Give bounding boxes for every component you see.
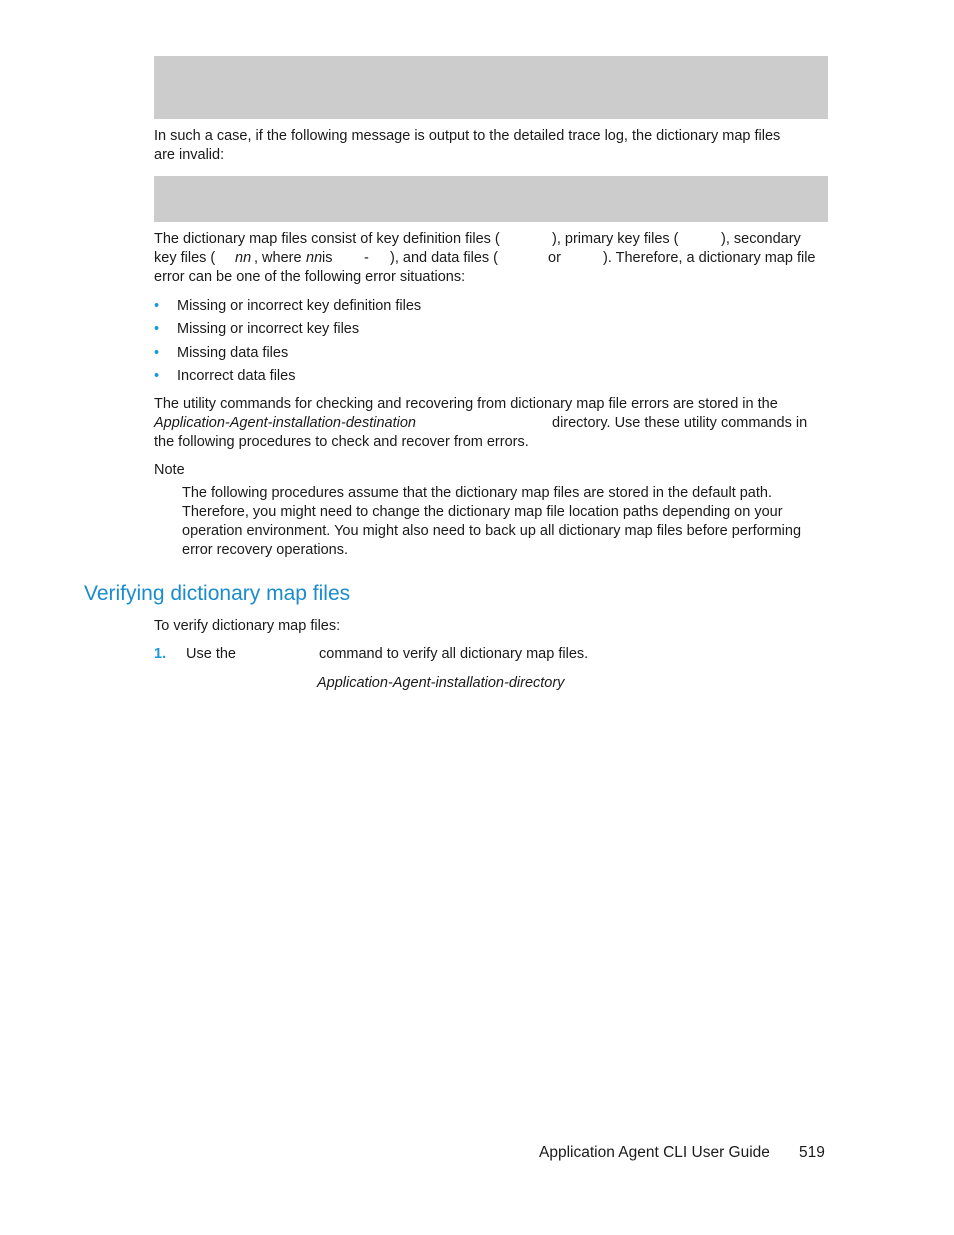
para1-text: error can be one of the following error situations: [154, 269, 466, 285]
para2-text: directory. Use these utility commands in [552, 415, 808, 431]
note-line: operation environment. You might also need to back up all dictionary map files before performing [182, 523, 802, 539]
para1-text: The dictionary map files consist of key definition files ( [154, 231, 500, 247]
intro-line: are invalid: [154, 147, 225, 163]
error-situations-list [154, 297, 421, 390]
para1-text: ), secondary [721, 231, 801, 247]
bullet-marker: • [154, 344, 160, 361]
page-number: 519 [799, 1144, 825, 1161]
note-line: The following procedures assume that the dictionary map files are stored in the default path. [182, 485, 772, 501]
step-number: 1. [154, 646, 167, 662]
intro-line: In such a case, if the following message is output to the detailed trace log, the dictionary map files [154, 128, 781, 144]
bullet-marker: • [154, 321, 160, 338]
section-intro: To verify dictionary map files: [154, 618, 341, 634]
bullet-marker: • [154, 298, 160, 314]
intro-paragraph [154, 127, 834, 165]
bullet-marker: • [154, 367, 160, 384]
code-block-message [154, 176, 828, 222]
para1-text: - [364, 250, 369, 266]
footer-title: Application Agent CLI User Guide [539, 1144, 770, 1161]
para2-text: The utility commands for checking and recovering from dictionary map file errors are stored in the [154, 396, 778, 412]
para1-text: , where [254, 250, 302, 266]
note-label: Note [154, 462, 185, 478]
step-text: Use the [186, 646, 236, 662]
section-heading: Verifying dictionary map files [84, 582, 351, 605]
para1-text: or [548, 250, 561, 266]
step-text: command to verify all dictionary map files. [319, 646, 589, 662]
list-item: • Missing or incorrect key definition files [154, 298, 422, 314]
para1-text: ), and data files ( [390, 250, 498, 266]
para1-italic: nn [306, 250, 323, 266]
para1-text: ), primary key files ( [552, 231, 679, 247]
para1-text: is [322, 250, 333, 266]
para1-italic: nn [235, 250, 252, 266]
step-path: Application-Agent-installation-directory [317, 675, 565, 691]
list-item: • Incorrect data files [154, 367, 296, 384]
list-item: • Missing data files [154, 344, 289, 361]
list-item: • Missing or incorrect key files [154, 321, 360, 338]
note-line: error recovery operations. [182, 542, 349, 558]
code-block-top [154, 56, 828, 119]
para2-text: the following procedures to check and recover from errors. [154, 434, 529, 450]
note-line: Therefore, you might need to change the dictionary map file location paths depending on your [182, 504, 783, 520]
para1-text: ). Therefore, a dictionary map file [603, 250, 816, 266]
para1-text: key files ( [154, 250, 216, 266]
para2-italic-path: Application-Agent-installation-destination [154, 415, 416, 431]
